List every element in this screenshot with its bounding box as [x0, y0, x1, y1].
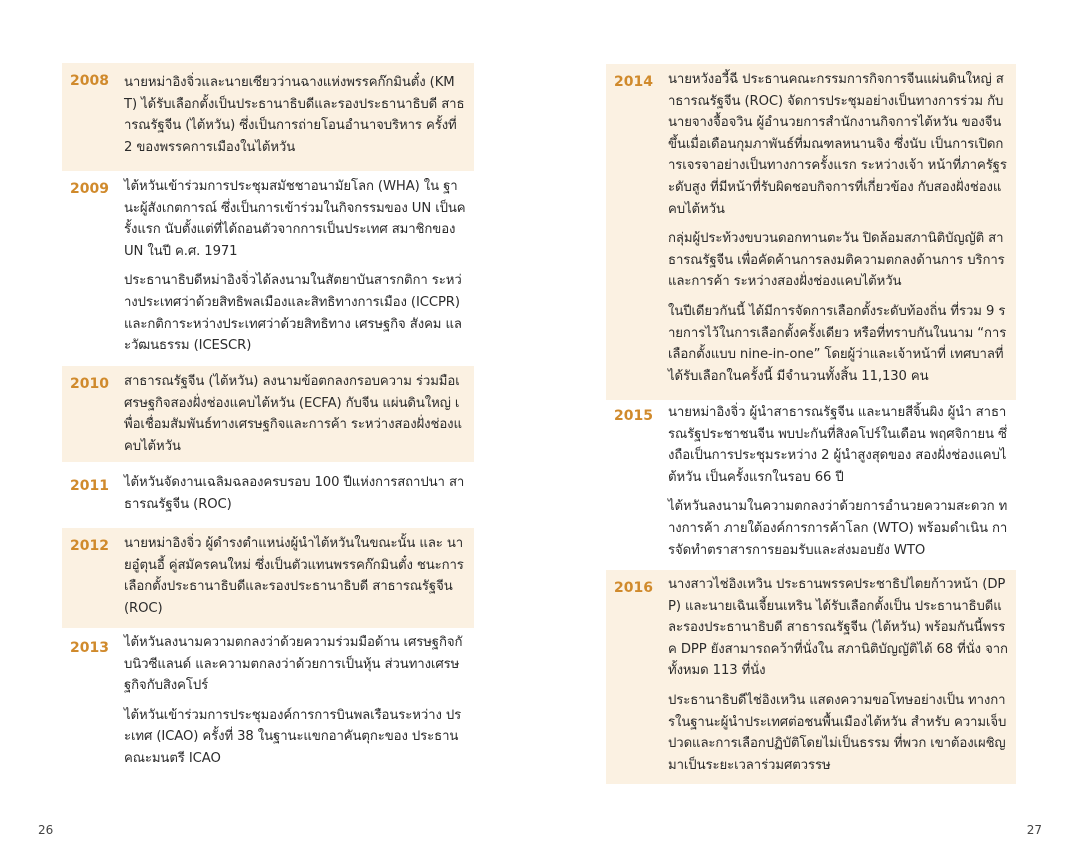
entry-year: 2015 [614, 408, 653, 424]
timeline-entry-2009 [62, 171, 474, 363]
entry-year: 2008 [70, 73, 109, 89]
entry-paragraph: ในปีเดียวกันนี้ ได้มีการจัดการเลือกตั้งระดับท้องถิ่น ที่รวม 9 รายการไว้ในการเลือกตั้งครั้งเดียว หรือที่ทราบกันในนาม “การเลือกตั้งแบบ nine-in-one” โดยผู้ว่าและเจ้าหน้าที่ เทศบาลที่ได้รับเลือกในครั้งนี้ มีจำนวนทั้งสิ้น 11,130 คน [668, 303, 1007, 384]
entry-year: 2013 [70, 640, 109, 656]
timeline-entry-2014 [606, 64, 1016, 400]
entry-paragraph: นายหม่าอิงจิ่ว ผู้นำสาธารณรัฐจีน และนายสีจิ้นผิง ผู้นำ สาธารณรัฐประชาชนจีน พบปะกันที่สิงคโปร์ในเดือน พฤศจิกายน ซึ่งถือเป็นการประชุมระหว่าง 2 ผู้นำสูงสุดของ สองฝั่งช่องแคบไต้หวัน เป็นครั้งแรกในรอบ 66 ปี [668, 405, 1007, 485]
entry-paragraph: ไต้หวันลงนามในความตกลงว่าด้วยการอำนวยความสะดวก ทางการค้า ภายใต้องค์การการค้าโลก (WTO) พร้อมดำเนิน การจัดทำตราสารการยอมรับและส่งมอบยัง WTO [668, 499, 1008, 558]
timeline-entry-2012 [62, 528, 474, 628]
entry-paragraph: นางสาวไช่อิงเหวิน ประธานพรรคประชาธิปไตยก้าวหน้า (DPP) และนายเฉินเจี้ยนเหริน ได้รับเลือกตั้งเป็น ประธานาธิบดีและรองประธานาธิบดี สาธารณรัฐจีน (ไต้หวัน) พร้อมกันนี้พรรค DPP ยังสามารถคว้าที่นั่งใน สภานิติบัญญัติได้ 68 ที่นั่ง จากทั้งหมด 113 ที่นั่ง [668, 577, 1008, 679]
entry-paragraph: ไต้หวันเข้าร่วมการประชุมสมัชชาอนามัยโลก (WHA) ใน ฐานะผู้สังเกตการณ์ ซึ่งเป็นการเข้าร่วมในกิจกรรมของ UN เป็นครั้งแรก นับตั้งแต่ที่ได้ถอนตัวจากการเป็นประเทศ สมาชิกของ UN ในปี ค.ศ. 1971 [124, 179, 466, 259]
entry-year: 2009 [70, 181, 109, 197]
entry-paragraph: สาธารณรัฐจีน (ไต้หวัน) ลงนามข้อตกลงกรอบความ ร่วมมือเศรษฐกิจสองฝั่งช่องแคบไต้หวัน (ECFA) กับจีน แผ่นดินใหญ่ เพื่อเชื่อมสัมพันธ์ทางเศรษฐกิจและการค้า ระหว่างสองฝั่งช่องแคบไต้หวัน [124, 374, 462, 454]
entry-year: 2014 [614, 74, 653, 90]
timeline-entry-2008 [62, 63, 474, 171]
timeline-entry-2010 [62, 366, 474, 462]
entry-body [124, 72, 466, 166]
page-number: 26 [38, 823, 54, 837]
timeline-entry-2015 [606, 398, 1016, 570]
entry-body [668, 574, 1008, 784]
entry-body [668, 402, 1008, 569]
timeline-entry-2011 [62, 468, 474, 524]
entry-year: 2012 [70, 538, 109, 554]
entry-paragraph: นายหวังอวี้ฉี ประธานคณะกรรมการกิจการจีนแผ่นดินใหญ่ สาธารณรัฐจีน (ROC) จัดการประชุมอย่างเป็นทางการร่วม กับนายจางจื้อจวิน ผู้อำนวยการสำนักงานกิจการไต้หวัน ของจีน ขึ้นเมื่อเดือนกุมภาพันธ์ที่มณฑลหนานจิง ซึ่งนับ เป็นการเปิดการเจรจาอย่างเป็นทางการครั้งแรก ระหว่างเจ้า หน้าที่ภาครัฐระดับสูง ที่มีหน้าที่รับผิดชอบกิจการที่เกี่ยวข้อง กับสองฝั่งช่องแคบไต้หวัน [668, 72, 1007, 217]
timeline-entry-2016 [606, 570, 1016, 784]
entry-body [668, 69, 1008, 395]
entry-paragraph: ไต้หวันลงนามความตกลงว่าด้วยความร่วมมือด้าน เศรษฐกิจกับนิวซีแลนด์ และความตกลงว่าด้วยการเป็นหุ้น ส่วนทางเศรษฐกิจกับสิงคโปร์ [124, 635, 463, 694]
entry-paragraph: ประธานาธิบดีไช่อิงเหวิน แสดงความขอโทษอย่างเป็น ทางการในฐานะผู้นำประเทศต่อชนพื้นเมืองไต้หวัน สำหรับ ความเจ็บปวดและการเลือกปฏิบัติโดยไม่เป็นธรรม ที่พวก เขาต้องเผชิญมาเป็นระยะเวลาร่วมศตวรรษ [668, 692, 1007, 773]
entry-paragraph: กลุ่มผู้ประท้วงขบวนดอกทานตะวัน ปิดล้อมสภานิติบัญญัติ สาธารณรัฐจีน เพื่อคัดค้านการลงมติความตกลงด้านการ บริการและการค้า ระหว่างสองฝั่งช่องแคบไต้หวัน [668, 231, 1005, 290]
page-number: 27 [1026, 823, 1042, 837]
right-page [540, 0, 1080, 863]
entry-year: 2011 [70, 478, 109, 494]
entry-body [124, 371, 466, 465]
entry-paragraph: นายหม่าอิงจิ่วและนายเซียวว่านฉางแห่งพรรคก๊กมินตั๋ง (KMT) ได้รับเลือกตั้งเป็นประธานาธิบดีและรองประธานาธิบดี สาธารณรัฐจีน (ไต้หวัน) ซึ่งเป็นการถ่ายโอนอำนาจบริหาร ครั้งที่ 2 ของพรรคการเมืองในไต้หวัน [124, 75, 465, 155]
timeline-entry-2013 [62, 630, 474, 780]
entry-paragraph: นายหม่าอิงจิ่ว ผู้ดำรงตำแหน่งผู้นำไต้หวันในขณะนั้น และ นายอู๋ตุนอี้ คู่สมัครคนใหม่ ซึ่งเป็นตัวแทนพรรคก๊กมินตั๋ง ชนะการเลือกตั้งประธานาธิบดีและรองประธานาธิบดี สาธารณรัฐจีน (ROC) [124, 536, 464, 616]
entry-body [124, 472, 466, 523]
entry-body [124, 632, 466, 778]
entry-year: 2010 [70, 376, 109, 392]
entry-year: 2016 [614, 580, 653, 596]
entry-body [124, 176, 466, 365]
entry-paragraph: ไต้หวันจัดงานเฉลิมฉลองครบรอบ 100 ปีแห่งการสถาปนา สาธารณรัฐจีน (ROC) [124, 475, 465, 512]
entry-body [124, 533, 466, 627]
entry-paragraph: ไต้หวันเข้าร่วมการประชุมองค์การการบินพลเรือนระหว่าง ประเทศ (ICAO) ครั้งที่ 38 ในฐานะแขกอาคันตุกะของ ประธานคณะมนตรี ICAO [124, 707, 462, 766]
entry-paragraph: ประธานาธิบดีหม่าอิงจิ่วได้ลงนามในสัตยาบันสารกติกา ระหว่างประเทศว่าด้วยสิทธิพลเมืองและสิทธิทางการเมือง (ICCPR) และกติการะหว่างประเทศว่าด้วยสิทธิทาง เศรษฐกิจ สังคม และวัฒนธรรม (ICESCR) [124, 273, 462, 354]
